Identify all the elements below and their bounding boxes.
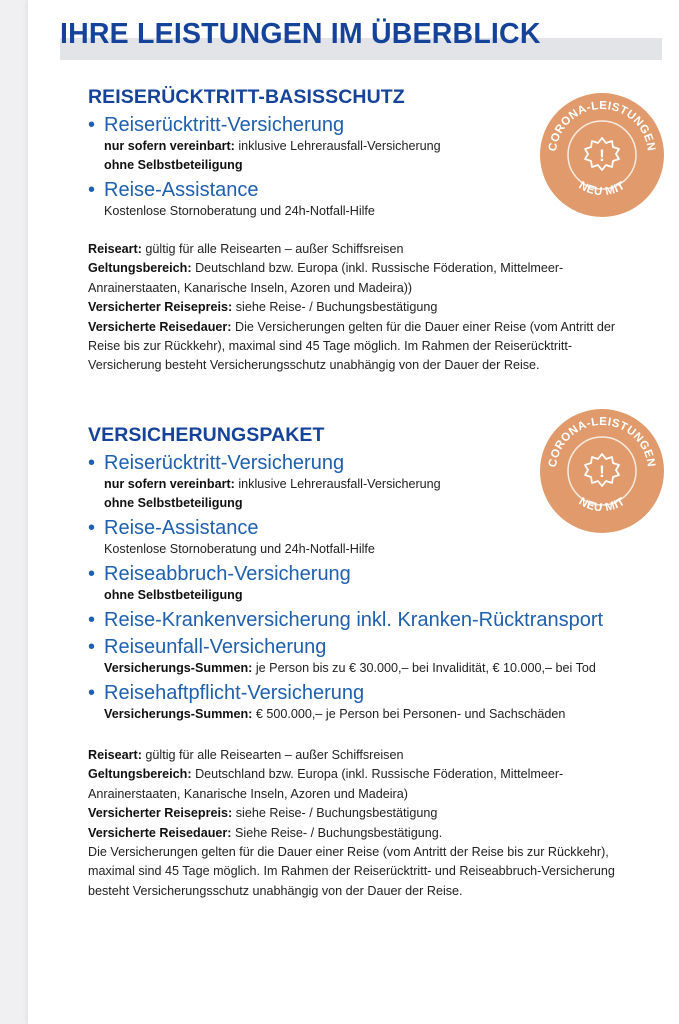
exclamation-icon: ! bbox=[599, 146, 605, 165]
bullet-icon: • bbox=[88, 636, 96, 658]
info-block bbox=[88, 240, 633, 376]
item-detail: ohne Selbstbeteiligung bbox=[104, 496, 243, 510]
badge-text-bottom: NEU MIT bbox=[576, 179, 628, 199]
corona-badge bbox=[539, 408, 665, 534]
item-title: Reiseabbruch-Versicherung bbox=[104, 563, 351, 585]
info-block bbox=[88, 746, 638, 901]
item-detail: Kostenlose Stornoberatung und 24h-Notfall-Hilfe bbox=[104, 204, 375, 218]
info-line: Reiseart: gültig für alle Reisearten – außer Schiffsreisen bbox=[88, 748, 404, 762]
item-detail: Versicherungs-Summen: je Person bis zu € 30.000,– bei Invalidität, € 10.000,– bei Tod bbox=[104, 661, 596, 675]
list-item bbox=[88, 681, 658, 724]
exclamation-icon: ! bbox=[599, 462, 605, 481]
item-title: Reise-Krankenversicherung inkl. Kranken-Rücktransport bbox=[104, 609, 604, 631]
section-heading: VERSICHERUNGSPAKET bbox=[88, 424, 325, 446]
info-line: Versicherter Reisepreis: siehe Reise- / Buchungsbestätigung bbox=[88, 300, 438, 315]
info-line: Geltungsbereich: Deutschland bzw. Europa (inkl. Russische Föderation, Mittelmeer-Anrainerstaaten, Kanarische Inseln, Azoren und Madeira) bbox=[88, 767, 564, 801]
list-item bbox=[88, 562, 658, 605]
item-title: Reiseunfall-Versicherung bbox=[104, 636, 327, 658]
bullet-icon: • bbox=[88, 452, 96, 474]
bullet-icon: • bbox=[88, 682, 96, 704]
info-line: Geltungsbereich: Deutschland bzw. Europa (inkl. Russische Föderation, Mittelmeer-Anrainerstaaten, Kanarische Inseln, Azoren und Madeira)) bbox=[88, 261, 564, 295]
section-heading: REISERÜCKTRITT-BASISSCHUTZ bbox=[88, 86, 405, 108]
badge-text: CORONA-LEISTUNGEN bbox=[547, 415, 657, 469]
info-line: Versicherte Reisedauer: Siehe Reise- / Buchungsbestätigung. bbox=[88, 825, 443, 840]
item-detail: nur sofern vereinbart: inklusive Lehrerausfall-Versicherung bbox=[104, 477, 441, 491]
item-detail: Kostenlose Stornoberatung und 24h-Notfall-Hilfe bbox=[104, 542, 375, 556]
bullet-icon: • bbox=[88, 517, 96, 539]
info-line: Versicherte Reisedauer: Die Versicherungen gelten für die Dauer einer Reise (vom Antritt der Reise bis zur Rückkehr), maximal sind 45 Tage möglich. Im Rahmen der Reiserücktritt-Versicherung besteht Versicherungsschutz unabhängig von der Dauer der Reise. bbox=[88, 319, 616, 373]
item-title: Reiserücktritt-Versicherung bbox=[104, 452, 345, 474]
bullet-icon: • bbox=[88, 114, 96, 136]
list-item bbox=[88, 608, 658, 632]
item-detail: Versicherungs-Summen: € 500.000,– je Person bei Personen- und Sachschäden bbox=[104, 707, 566, 721]
corona-badge bbox=[539, 92, 665, 218]
item-detail: ohne Selbstbeteiligung bbox=[104, 588, 243, 602]
badge-text: CORONA-LEISTUNGEN bbox=[547, 99, 657, 153]
bullet-icon: • bbox=[88, 563, 96, 585]
info-line: Versicherter Reisepreis: siehe Reise- / Buchungsbestätigung bbox=[88, 806, 438, 821]
item-detail: nur sofern vereinbart: inklusive Lehrerausfall-Versicherung bbox=[104, 139, 441, 153]
bullet-icon: • bbox=[88, 179, 96, 201]
item-title: Reisehaftpflicht-Versicherung bbox=[104, 682, 365, 704]
bullet-icon: • bbox=[88, 609, 96, 631]
item-title: Reiserücktritt-Versicherung bbox=[104, 114, 345, 136]
page-title-block bbox=[60, 18, 664, 62]
info-line: Die Versicherungen gelten für die Dauer einer Reise (vom Antritt der Reise bis zur Rückkehr), maximal sind 45 Tage möglich. Im Rahmen der Reiserücktritt- und Reiseabbruch-Versicherung besteht Versicherungsschutz unabhängig von der Dauer der Reise. bbox=[88, 845, 615, 898]
info-line: Reiseart: gültig für alle Reisearten – außer Schiffsreisen bbox=[88, 242, 404, 256]
item-title: Reise-Assistance bbox=[104, 517, 259, 539]
item-title: Reise-Assistance bbox=[104, 179, 259, 201]
badge-text-bottom: NEU MIT bbox=[576, 495, 628, 515]
page-title: IHRE LEISTUNGEN IM ÜBERBLICK bbox=[60, 18, 541, 50]
item-detail: ohne Selbstbeteiligung bbox=[104, 158, 243, 172]
list-item bbox=[88, 635, 658, 678]
